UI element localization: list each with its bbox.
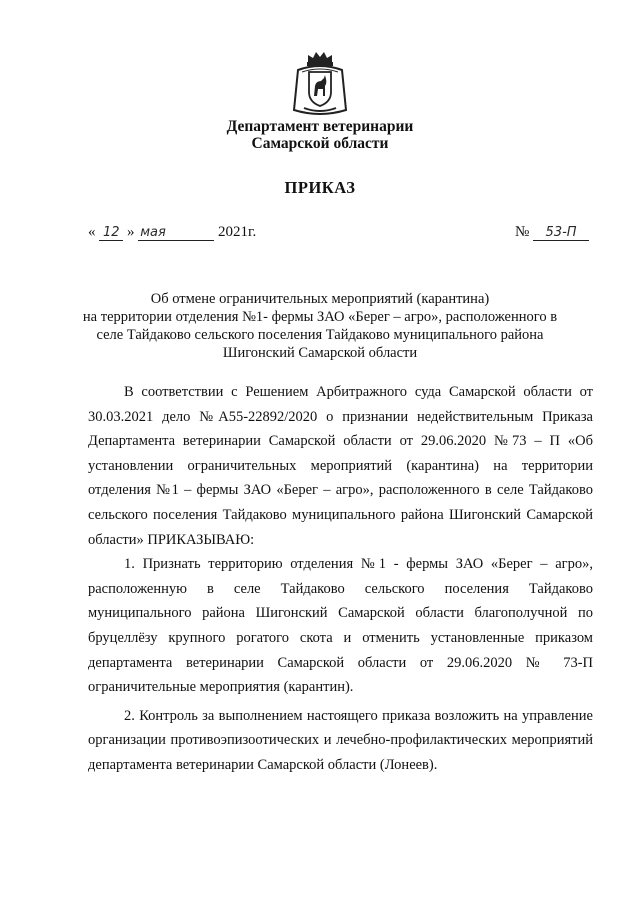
samara-coat-of-arms-icon [290, 48, 350, 116]
order-subject [80, 290, 560, 362]
order-item-1: 1. Признать территорию отделения №1 - фермы ЗАО «Берег – агро», расположенную в селе Тайдаково сельского поселения Тайдаково муниципального района Шигонский Самарской области благополучной по бруцеллёзу крупного рогатого скота и отменить установленные приказом департамента ветеринарии Самарской области от 29.06.2020 № 73-П ограничительные мероприятия (карантин). [88, 556, 593, 696]
date-close-quote: » [127, 224, 135, 240]
document-title: ПРИКАЗ [284, 178, 356, 197]
document-number [515, 224, 589, 241]
order-body [88, 380, 593, 778]
subject-line: на территории отделения №1- фермы ЗАО «Берег – агро», расположенного в [82, 309, 558, 325]
date-month: мая [138, 225, 214, 241]
number-value: 53-П [533, 225, 589, 241]
number-prefix: № [515, 224, 530, 240]
subject-line: Об отмене ограничительных мероприятий (карантина) [150, 291, 490, 307]
organization-name-line1: Департамент ветеринарии [226, 118, 414, 135]
order-item-2: 2. Контроль за выполнением настоящего приказа возложить на управление организации противоэпизоотических и лечебно-профилактических мероприятий департамента ветеринарии Самарской области (Лонеев). [88, 707, 593, 773]
preamble-paragraph: В соответствии с Решением Арбитражного суда Самарской области от 30.03.2021 дело №А55-22892/2020 о признании недействительным Приказа Департамента ветеринарии Самарской области от 29.06.2020 №73 – П «Об установлении ограничительных мероприятий (карантина) на территории отделения №1 – фермы ЗАО «Берег – агро», расположенного в селе Тайдаково сельского поселения Тайдаково муниципального района Шигонский Самарской области» ПРИКАЗЫВАЮ: [88, 384, 593, 548]
document-date [88, 224, 256, 241]
date-day: 12 [99, 225, 123, 241]
organization-name-line2: Самарской области [251, 135, 389, 152]
subject-line: селе Тайдаково сельского поселения Тайдаково муниципального района [96, 327, 544, 343]
date-open-quote: « [88, 224, 96, 240]
subject-line: Шигонский Самарской области [222, 345, 418, 361]
date-year: 2021г. [218, 224, 257, 240]
